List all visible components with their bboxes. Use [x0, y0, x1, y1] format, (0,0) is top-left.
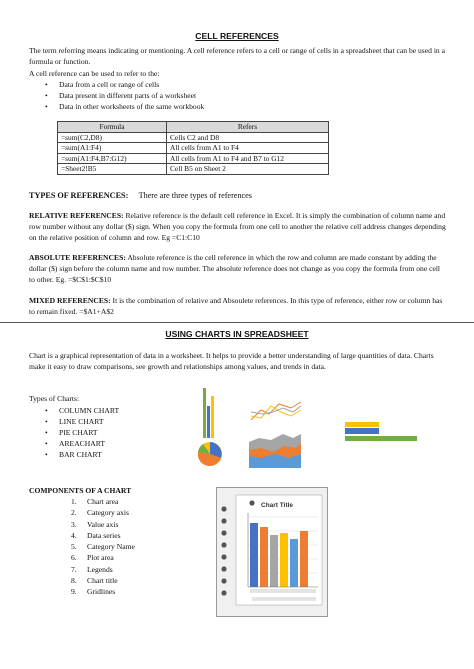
column-bar	[203, 388, 206, 438]
line-chart-icon	[251, 402, 301, 420]
table-cell: =sum(C2,D8)	[58, 132, 167, 143]
charts-intro-paragraph: Chart is a graphical representation of data in a worksheet. It helps to provide a better understanding of large quantities of data. Charts make it easy to draw comparisons, see growth and relationships among values, and trends in data.	[29, 351, 434, 371]
types-text: There are three types of references	[138, 191, 252, 200]
column	[270, 535, 278, 587]
list-item: 5. Category Name	[71, 542, 135, 552]
list-item: • Data in other worksheets of the same workbook	[29, 101, 329, 112]
table-cell: =sum(A1:F4,B7:G12)	[58, 153, 167, 164]
list-item: • Data present in different parts of a worksheet	[29, 90, 329, 101]
intro-paragraph: The term referring means indicating or mentioning. A cell reference refers to a cell or range of cells in a spreadsheet that can be used in a formula or function.	[29, 46, 446, 66]
callout-marker	[221, 518, 226, 523]
bar	[345, 428, 379, 434]
column	[260, 527, 268, 587]
section-heading: TYPES OF REFERENCES:	[29, 191, 129, 200]
absolute-references	[29, 252, 447, 285]
callout-marker	[249, 500, 254, 505]
list-item: • Data from a cell or range of cells	[29, 79, 329, 90]
list-item: 8. Chart title	[71, 576, 118, 586]
paragraph-text: Absolute reference is the cell reference in which the row and column are made constant by adding the dollar ($) sign before the column name and row number. The absolute reference does not change as you copy the formula from one cell to other. Eg. =$C$1:$C$10	[29, 253, 441, 284]
page-divider	[0, 322, 474, 323]
callout-marker	[221, 554, 226, 559]
table-header-row	[58, 122, 329, 133]
bar-chart-icon	[345, 422, 417, 441]
mixed-references	[29, 295, 447, 317]
list-item: • BAR CHART	[29, 449, 179, 460]
table-row	[58, 164, 329, 175]
table-cell: All cells from A1 to F4 and B7 to G12	[167, 153, 329, 164]
list-item: 1. Chart area	[71, 497, 119, 506]
callout-marker	[221, 506, 226, 511]
table-cell: =Sheet2!B5	[58, 164, 167, 175]
relative-references	[29, 210, 447, 243]
bar	[345, 436, 417, 441]
callout-marker	[221, 578, 226, 583]
section-heading: MIXED REFERENCES:	[29, 296, 111, 305]
column-header: Refers	[167, 122, 329, 133]
category-names-strip	[250, 589, 316, 593]
column-bar	[207, 406, 210, 438]
usage-bullet-list	[29, 79, 329, 112]
list-item: • LINE CHART	[29, 416, 179, 427]
list-item: • COLUMN CHART	[29, 405, 179, 416]
paragraph-text: Relative reference is the default cell reference in Excel. It is simply the combination of column name and row number without any dollar ($) sign. When you copy the formula from one cell to another the relative cell address changes depending on the relative position of column and row. Eg =C1:C10	[29, 211, 446, 242]
area-chart-icon	[249, 434, 301, 468]
list-item: • PIE CHART	[29, 427, 179, 438]
column	[300, 531, 308, 587]
charts-title: USING CHARTS IN SPREADSHEET	[165, 329, 309, 339]
list-item: 9. Gridlines	[71, 587, 116, 597]
column	[250, 523, 258, 587]
table-row	[58, 132, 329, 143]
list-item: 7. Legends	[71, 564, 113, 574]
list-item: 2. Category axis	[71, 508, 129, 518]
list-item: 4. Data series	[71, 530, 121, 540]
column-chart-icon	[203, 388, 214, 438]
table-cell: Cell B5 on Sheet 2	[167, 164, 329, 175]
table-row	[58, 143, 329, 154]
column	[280, 533, 288, 587]
list-item: • AREACHART	[29, 438, 179, 449]
components-list	[29, 496, 199, 598]
table-row	[58, 153, 329, 164]
table-cell: Cells C2 and D8	[167, 132, 329, 143]
chart-types-list	[29, 405, 179, 460]
bar	[345, 422, 379, 427]
list-item: 6. Plot area	[71, 553, 114, 563]
paragraph-text: It is the combination of relative and Absoulete references. In this type of reference, either row or column has to remain fixed. =$A1+A$2	[29, 296, 443, 316]
callout-marker	[221, 530, 226, 535]
table-cell: All cells from A1 to F4	[167, 143, 329, 154]
table-cell: =sum(A1:F4)	[58, 143, 167, 154]
list-item: 3. Value axis	[71, 519, 119, 529]
used-for-text: A cell reference can be used to refer to the:	[29, 69, 160, 78]
legend-strip	[252, 597, 316, 601]
section-heading: ABSOLUTE REFERENCES:	[29, 253, 126, 262]
chart-components-diagram	[216, 487, 328, 617]
callout-marker	[221, 590, 226, 595]
column-bar	[211, 396, 214, 438]
callout-marker	[221, 542, 226, 547]
diagram-chart-title: Chart Title	[261, 502, 294, 509]
components-heading: COMPONENTS OF A CHART	[29, 486, 132, 495]
column	[290, 539, 298, 587]
types-of-charts-label: Types of Charts:	[29, 394, 80, 403]
inner-chart-area	[236, 495, 322, 605]
section-heading: RELATIVE REFERENCES:	[29, 211, 124, 220]
types-of-references	[29, 190, 252, 201]
pie-chart-icon	[198, 442, 222, 466]
reference-table	[57, 121, 329, 175]
chart-thumbnails	[195, 382, 425, 474]
cell-references-title: CELL REFERENCES	[195, 31, 279, 41]
column-header: Formula	[58, 122, 167, 133]
callout-marker	[221, 566, 226, 571]
